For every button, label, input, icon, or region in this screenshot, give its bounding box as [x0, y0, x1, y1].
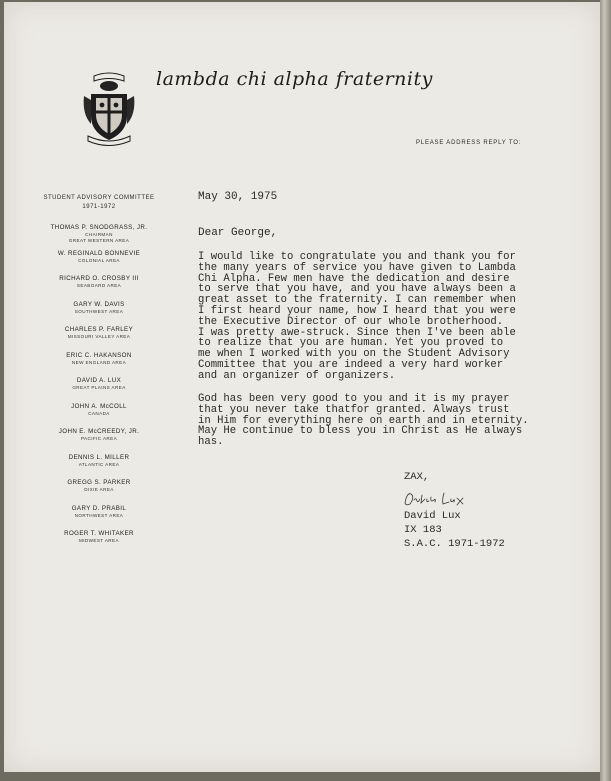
member-item: [34, 250, 164, 276]
paragraph-line: the many years of service you have given to Lambda: [198, 261, 516, 274]
letter-paragraph-1: [198, 252, 516, 382]
paragraph-line: May He continue to bless you in Christ as He always: [198, 425, 523, 438]
member-name: GARY W. DAVIS: [73, 300, 125, 308]
signer-title: S.A.C. 1971-1972: [404, 538, 505, 550]
member-area: GREAT PLAINS AREA: [72, 385, 126, 390]
paragraph-line: to serve that you have, and you have always been a: [198, 283, 516, 296]
letter-greeting: Dear George,: [198, 227, 278, 239]
committee-title: STUDENT ADVISORY COMMITTEE: [43, 195, 155, 201]
member-item: [34, 326, 164, 352]
paragraph-line: me when I worked with you on the Student Advisory: [198, 348, 510, 361]
paragraph-line: I first heard your name, how I heard that you were: [198, 304, 516, 317]
member-area: ATLANTIC AREA: [78, 461, 120, 467]
member-name: DAVID A. LUX: [76, 377, 122, 384]
letter-page: [4, 2, 600, 772]
member-role: CHAIRMAN: [85, 232, 113, 237]
paragraph-line: I would like to congratulate you and thank you for: [198, 251, 516, 263]
member-name: JOHN A. McCOLL: [71, 402, 127, 410]
fraternity-crest-icon: [80, 70, 138, 146]
member-area: PACIFIC AREA: [80, 436, 118, 441]
member-item: [34, 505, 164, 531]
signature-block: [404, 509, 505, 551]
fraternity-title: lambda chi alpha fraternity: [156, 68, 433, 90]
committee-heading: [34, 194, 164, 212]
member-area: NORTHWEST AREA: [74, 512, 124, 518]
paragraph-line: in Him for everything here on earth and in eternity.: [198, 414, 529, 427]
member-name: DENNIS L. MILLER: [68, 453, 130, 461]
member-name: GARY D. PRABIL: [71, 504, 127, 512]
member-area: MISSOURI VALLEY AREA: [67, 334, 131, 339]
member-item: [34, 301, 164, 327]
letter-date: May 30, 1975: [198, 191, 278, 203]
paragraph-line: I was pretty awe-struck. Since then I've been able: [198, 326, 516, 339]
scan-edge: [600, 0, 611, 781]
paragraph-line: has.: [198, 436, 224, 449]
member-item: [34, 479, 164, 505]
member-area: COLONIAL AREA: [78, 257, 120, 263]
paragraph-line: Chi Alpha. Few men have the dedication and desire: [198, 272, 510, 285]
member-name: JOHN E. McCREEDY, JR.: [58, 428, 140, 435]
member-item: [34, 224, 164, 250]
letter-closing: ZAX,: [404, 471, 430, 483]
signer-chapter: IX 183: [404, 524, 442, 536]
paragraph-line: the Executive Director of our whole brotherhood.: [198, 315, 504, 328]
member-item: [34, 530, 164, 556]
handwritten-signature: [402, 489, 474, 509]
paragraph-line: Committee that you are indeed a very hard worker: [198, 358, 504, 371]
member-name: THOMAS P. SNODGRASS, JR.: [50, 224, 148, 231]
member-item: [34, 275, 164, 301]
member-name: ERIC C. HAKANSON: [66, 351, 132, 359]
member-item: [34, 428, 164, 454]
committee-years: 1971-1972: [82, 204, 116, 210]
member-area: SEABOARD AREA: [76, 283, 122, 288]
reply-address-label: PLEASE ADDRESS REPLY TO:: [416, 140, 522, 146]
paragraph-line: that you never take thatfor granted. Always trust: [198, 403, 510, 416]
member-item: [34, 403, 164, 429]
member-name: CHARLES P. FARLEY: [64, 326, 134, 333]
member-name: GREGG S. PARKER: [67, 479, 131, 486]
member-area: NEW ENGLAND AREA: [71, 359, 127, 365]
member-area: SOUTHWEST AREA: [74, 308, 124, 314]
letter-paragraph-2: [198, 394, 529, 448]
member-item: [34, 454, 164, 480]
signer-name: David Lux: [404, 510, 461, 522]
committee-member-list: [34, 224, 164, 556]
member-area: DIXIE AREA: [84, 487, 114, 492]
member-name: RICHARD O. CROSBY III: [59, 275, 139, 282]
member-area: MIDWEST AREA: [79, 538, 119, 543]
member-area: CANADA: [88, 410, 110, 416]
paragraph-line: and an organizer of organizers.: [198, 369, 396, 382]
member-name: ROGER T. WHITAKER: [64, 530, 134, 537]
member-area: GREAT WESTERN AREA: [68, 238, 130, 243]
member-item: [34, 352, 164, 378]
member-item: [34, 377, 164, 403]
paragraph-line: God has been very good to you and it is my prayer: [198, 393, 510, 405]
paragraph-line: to realize that you are human. Yet you proved to: [198, 337, 504, 350]
member-name: W. REGINALD BONNEVIE: [57, 249, 141, 257]
paragraph-line: great asset to the fraternity. I can remember when: [198, 294, 516, 307]
